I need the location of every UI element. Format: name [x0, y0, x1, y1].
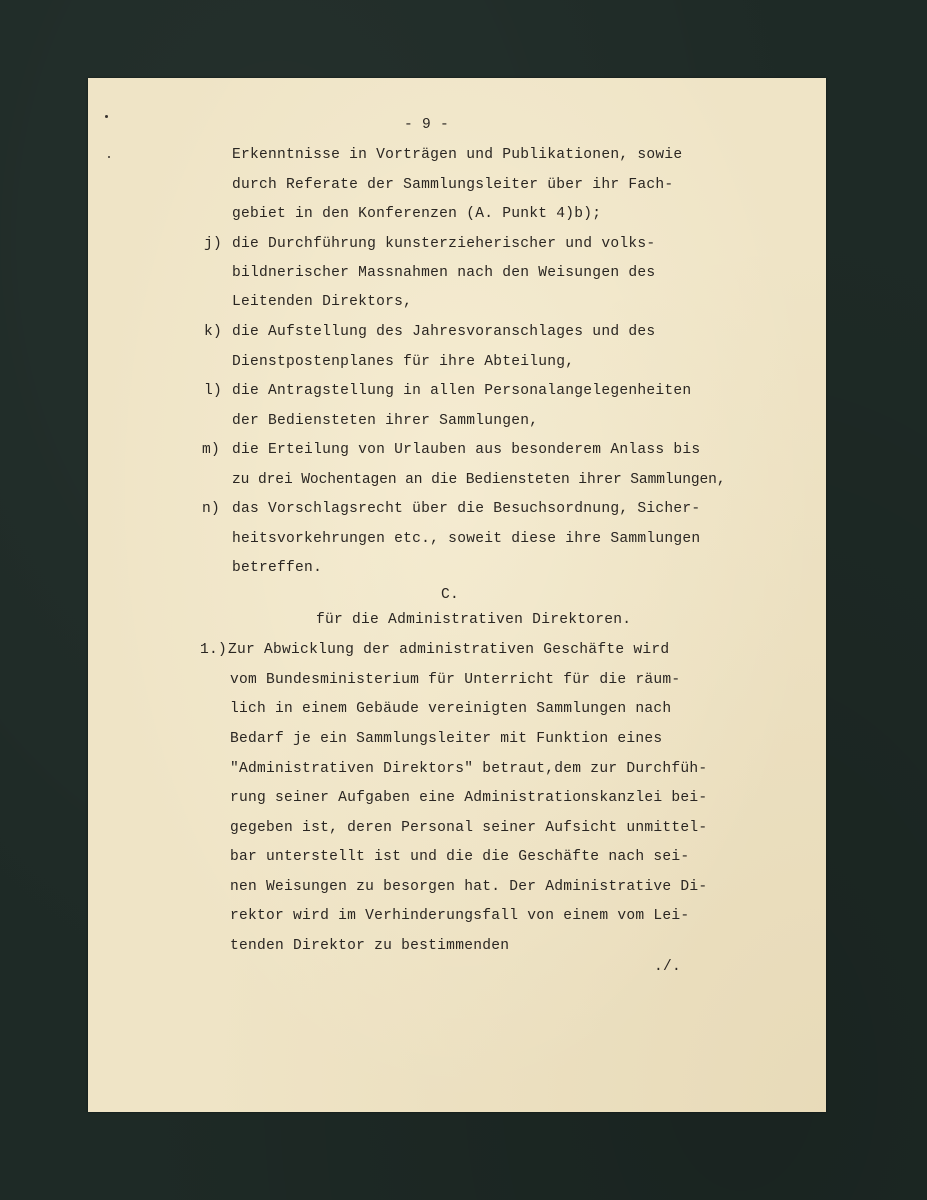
text-line: Leitenden Direktors, — [232, 294, 413, 310]
text-line: betreffen. — [232, 560, 323, 576]
text-line: heitsvorkehrungen etc., soweit diese ihre Sammlungen — [232, 531, 701, 547]
continuation-mark: ./. — [654, 959, 682, 975]
page-number: - 9 - — [404, 117, 450, 133]
paragraph-line: nen Weisungen zu besorgen hat. Der Administrative Di- — [230, 879, 708, 895]
paragraph-line: Bedarf je ein Sammlungsleiter mit Funktion eines — [230, 731, 663, 747]
list-marker: j) — [204, 236, 223, 252]
paragraph-line: vom Bundesministerium für Unterricht für die räum- — [230, 672, 681, 688]
text-line: Erkenntnisse in Vorträgen und Publikationen, sowie — [232, 147, 683, 163]
text-line: die Antragstellung in allen Personalangelegenheiten — [232, 383, 692, 399]
section-heading: für die Administrativen Direktoren. — [316, 612, 632, 628]
paragraph-line: gegeben ist, deren Personal seiner Aufsicht unmittel- — [230, 820, 708, 836]
text-line: bildnerischer Massnahmen nach den Weisungen des — [232, 265, 656, 281]
list-marker: n) — [202, 501, 221, 517]
paragraph-line: "Administrativen Direktors" betraut,dem zur Durchfüh- — [230, 761, 708, 777]
punch-mark — [108, 156, 110, 158]
paragraph-line: Zur Abwicklung der administrativen Geschäfte wird — [228, 642, 670, 658]
paragraph-line: lich in einem Gebäude vereinigten Sammlungen nach — [230, 701, 672, 717]
punch-mark — [105, 115, 108, 118]
text-line: das Vorschlagsrecht über die Besuchsordnung, Sicher- — [232, 501, 701, 517]
paragraph-line: bar unterstellt ist und die die Geschäfte nach sei- — [230, 849, 690, 865]
paragraph-line: rektor wird im Verhinderungsfall von einem vom Lei- — [230, 908, 690, 924]
text-line: durch Referate der Sammlungsleiter über ihr Fach- — [232, 177, 674, 193]
paragraph-line: tenden Direktor zu bestimmenden — [230, 938, 510, 954]
document-page — [88, 78, 826, 1112]
list-marker: l) — [204, 383, 223, 399]
text-line: der Bediensteten ihrer Sammlungen, — [232, 413, 539, 429]
text-line: die Erteilung von Urlauben aus besonderem Anlass bis — [232, 442, 701, 458]
text-line: zu drei Wochentagen an die Bediensteten ihrer Sammlungen, — [232, 472, 726, 488]
paragraph-marker: 1.) — [200, 642, 228, 658]
text-line: Dienstpostenplanes für ihre Abteilung, — [232, 354, 575, 370]
text-line: die Durchführung kunsterzieherischer und volks- — [232, 236, 656, 252]
paragraph-line: rung seiner Aufgaben eine Administrationskanzlei bei- — [230, 790, 708, 806]
text-line: die Aufstellung des Jahresvoranschlages und des — [232, 324, 656, 340]
list-marker: m) — [202, 442, 221, 458]
section-letter: C. — [441, 587, 460, 603]
text-line: gebiet in den Konferenzen (A. Punkt 4)b); — [232, 206, 602, 222]
list-marker: k) — [204, 324, 223, 340]
